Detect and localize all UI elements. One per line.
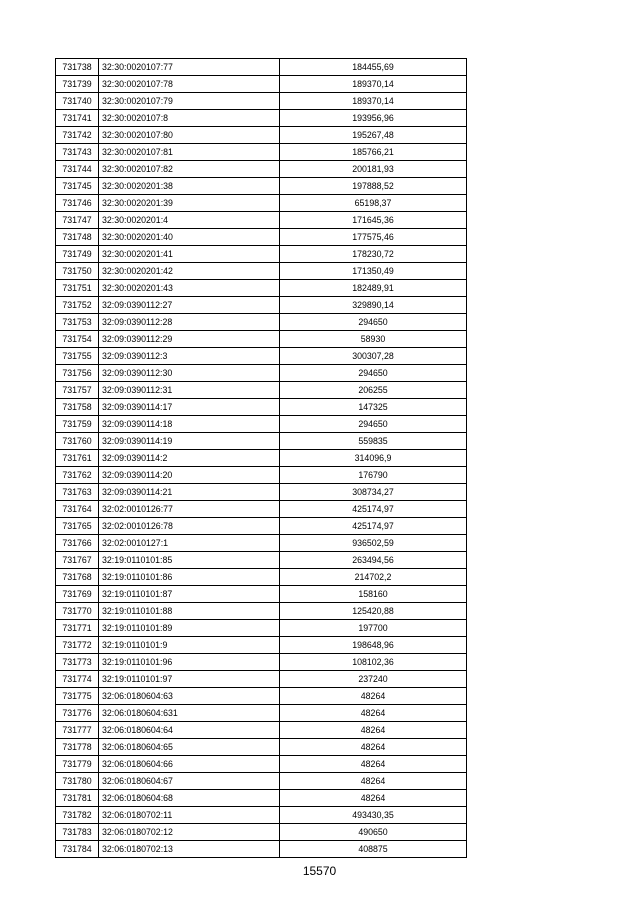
table-row	[56, 467, 467, 484]
table-row	[56, 450, 467, 467]
row-id-cell: 731784	[56, 841, 99, 858]
table-row	[56, 144, 467, 161]
row-id-cell: 731759	[56, 416, 99, 433]
row-id-cell: 731764	[56, 501, 99, 518]
row-value-cell: 176790	[280, 467, 467, 484]
row-id-cell: 731745	[56, 178, 99, 195]
row-code-cell: 32:30:0020107:8	[99, 110, 280, 127]
row-code-cell: 32:09:0390114:17	[99, 399, 280, 416]
row-id-cell: 731775	[56, 688, 99, 705]
row-code-cell: 32:09:0390114:20	[99, 467, 280, 484]
row-id-cell: 731758	[56, 399, 99, 416]
row-code-cell: 32:09:0390112:31	[99, 382, 280, 399]
table-row	[56, 569, 467, 586]
row-value-cell: 189370,14	[280, 76, 467, 93]
row-code-cell: 32:09:0390112:29	[99, 331, 280, 348]
row-id-cell: 731757	[56, 382, 99, 399]
table-row	[56, 297, 467, 314]
table-row	[56, 722, 467, 739]
row-id-cell: 731783	[56, 824, 99, 841]
row-id-cell: 731752	[56, 297, 99, 314]
table-row	[56, 212, 467, 229]
row-code-cell: 32:06:0180702:11	[99, 807, 280, 824]
row-value-cell: 425174,97	[280, 518, 467, 535]
table-row	[56, 552, 467, 569]
row-code-cell: 32:06:0180604:63	[99, 688, 280, 705]
row-value-cell: 294650	[280, 314, 467, 331]
row-value-cell: 195267,48	[280, 127, 467, 144]
table-row	[56, 637, 467, 654]
row-code-cell: 32:06:0180604:65	[99, 739, 280, 756]
table-row	[56, 790, 467, 807]
row-id-cell: 731760	[56, 433, 99, 450]
table-row	[56, 416, 467, 433]
row-code-cell: 32:30:0020107:80	[99, 127, 280, 144]
row-id-cell: 731740	[56, 93, 99, 110]
row-value-cell: 329890,14	[280, 297, 467, 314]
row-value-cell: 48264	[280, 705, 467, 722]
row-value-cell: 200181,93	[280, 161, 467, 178]
table-row	[56, 365, 467, 382]
row-code-cell: 32:30:0020201:43	[99, 280, 280, 297]
row-value-cell: 171350,49	[280, 263, 467, 280]
row-id-cell: 731753	[56, 314, 99, 331]
row-value-cell: 48264	[280, 688, 467, 705]
row-id-cell: 731746	[56, 195, 99, 212]
row-value-cell: 58930	[280, 331, 467, 348]
row-id-cell: 731771	[56, 620, 99, 637]
table-row	[56, 314, 467, 331]
row-code-cell: 32:02:0010126:77	[99, 501, 280, 518]
row-id-cell: 731772	[56, 637, 99, 654]
row-id-cell: 731751	[56, 280, 99, 297]
row-id-cell: 731749	[56, 246, 99, 263]
row-value-cell: 184455,69	[280, 59, 467, 76]
table-row	[56, 705, 467, 722]
row-id-cell: 731762	[56, 467, 99, 484]
row-value-cell: 108102,36	[280, 654, 467, 671]
row-code-cell: 32:19:0110101:86	[99, 569, 280, 586]
row-code-cell: 32:06:0180702:12	[99, 824, 280, 841]
row-value-cell: 425174,97	[280, 501, 467, 518]
table-row	[56, 603, 467, 620]
table-row	[56, 246, 467, 263]
row-value-cell: 206255	[280, 382, 467, 399]
row-id-cell: 731779	[56, 756, 99, 773]
row-value-cell: 237240	[280, 671, 467, 688]
row-code-cell: 32:30:0020107:78	[99, 76, 280, 93]
table-row	[56, 59, 467, 76]
row-code-cell: 32:19:0110101:9	[99, 637, 280, 654]
row-code-cell: 32:30:0020107:79	[99, 93, 280, 110]
row-code-cell: 32:30:0020107:82	[99, 161, 280, 178]
row-value-cell: 48264	[280, 739, 467, 756]
table-row	[56, 263, 467, 280]
row-code-cell: 32:30:0020107:77	[99, 59, 280, 76]
row-value-cell: 408875	[280, 841, 467, 858]
table-row	[56, 93, 467, 110]
row-code-cell: 32:09:0390114:19	[99, 433, 280, 450]
row-id-cell: 731770	[56, 603, 99, 620]
row-value-cell: 559835	[280, 433, 467, 450]
row-code-cell: 32:19:0110101:87	[99, 586, 280, 603]
row-id-cell: 731778	[56, 739, 99, 756]
row-code-cell: 32:06:0180604:68	[99, 790, 280, 807]
row-id-cell: 731743	[56, 144, 99, 161]
row-code-cell: 32:09:0390112:30	[99, 365, 280, 382]
table-row	[56, 756, 467, 773]
row-value-cell: 65198,37	[280, 195, 467, 212]
row-code-cell: 32:30:0020201:39	[99, 195, 280, 212]
row-code-cell: 32:30:0020201:42	[99, 263, 280, 280]
table-body	[56, 59, 467, 858]
row-value-cell: 490650	[280, 824, 467, 841]
data-table	[55, 58, 467, 858]
row-value-cell: 197888,52	[280, 178, 467, 195]
table-row	[56, 399, 467, 416]
table-row	[56, 535, 467, 552]
table-row	[56, 688, 467, 705]
row-code-cell: 32:06:0180604:64	[99, 722, 280, 739]
table-row	[56, 807, 467, 824]
row-code-cell: 32:09:0390112:28	[99, 314, 280, 331]
row-code-cell: 32:09:0390114:18	[99, 416, 280, 433]
row-id-cell: 731773	[56, 654, 99, 671]
row-id-cell: 731776	[56, 705, 99, 722]
row-code-cell: 32:30:0020201:41	[99, 246, 280, 263]
row-value-cell: 308734,27	[280, 484, 467, 501]
row-value-cell: 263494,56	[280, 552, 467, 569]
table-row	[56, 671, 467, 688]
row-id-cell: 731747	[56, 212, 99, 229]
row-code-cell: 32:06:0180604:631	[99, 705, 280, 722]
row-value-cell: 493430,35	[280, 807, 467, 824]
row-code-cell: 32:09:0390112:3	[99, 348, 280, 365]
table-row	[56, 127, 467, 144]
row-value-cell: 294650	[280, 365, 467, 382]
row-id-cell: 731756	[56, 365, 99, 382]
table-row	[56, 110, 467, 127]
table-row	[56, 824, 467, 841]
table-row	[56, 773, 467, 790]
table-row	[56, 620, 467, 637]
row-id-cell: 731777	[56, 722, 99, 739]
table-row	[56, 178, 467, 195]
row-id-cell: 731741	[56, 110, 99, 127]
row-value-cell: 294650	[280, 416, 467, 433]
row-id-cell: 731782	[56, 807, 99, 824]
row-value-cell: 197700	[280, 620, 467, 637]
row-code-cell: 32:06:0180604:67	[99, 773, 280, 790]
table-row	[56, 484, 467, 501]
row-value-cell: 936502,59	[280, 535, 467, 552]
row-code-cell: 32:30:0020107:81	[99, 144, 280, 161]
row-value-cell: 171645,36	[280, 212, 467, 229]
row-id-cell: 731755	[56, 348, 99, 365]
page-number: 15570	[302, 864, 337, 878]
row-id-cell: 731780	[56, 773, 99, 790]
row-id-cell: 731763	[56, 484, 99, 501]
table-row	[56, 229, 467, 246]
row-value-cell: 314096,9	[280, 450, 467, 467]
row-id-cell: 731761	[56, 450, 99, 467]
row-id-cell: 731742	[56, 127, 99, 144]
row-id-cell: 731739	[56, 76, 99, 93]
row-code-cell: 32:06:0180604:66	[99, 756, 280, 773]
row-value-cell: 182489,91	[280, 280, 467, 297]
row-code-cell: 32:02:0010127:1	[99, 535, 280, 552]
row-value-cell: 178230,72	[280, 246, 467, 263]
row-value-cell: 198648,96	[280, 637, 467, 654]
row-value-cell: 48264	[280, 756, 467, 773]
table-row	[56, 382, 467, 399]
row-value-cell: 189370,14	[280, 93, 467, 110]
row-id-cell: 731744	[56, 161, 99, 178]
table-row	[56, 280, 467, 297]
row-id-cell: 731774	[56, 671, 99, 688]
table-row	[56, 195, 467, 212]
row-code-cell: 32:30:0020201:40	[99, 229, 280, 246]
row-value-cell: 48264	[280, 722, 467, 739]
row-value-cell: 185766,21	[280, 144, 467, 161]
table-row	[56, 433, 467, 450]
row-id-cell: 731781	[56, 790, 99, 807]
row-value-cell: 300307,28	[280, 348, 467, 365]
row-code-cell: 32:30:0020201:38	[99, 178, 280, 195]
row-value-cell: 48264	[280, 790, 467, 807]
row-id-cell: 731748	[56, 229, 99, 246]
row-code-cell: 32:19:0110101:85	[99, 552, 280, 569]
row-code-cell: 32:19:0110101:88	[99, 603, 280, 620]
row-value-cell: 177575,46	[280, 229, 467, 246]
table-row	[56, 348, 467, 365]
table-row	[56, 739, 467, 756]
row-id-cell: 731754	[56, 331, 99, 348]
row-code-cell: 32:09:0390114:2	[99, 450, 280, 467]
row-id-cell: 731765	[56, 518, 99, 535]
row-code-cell: 32:19:0110101:97	[99, 671, 280, 688]
row-id-cell: 731767	[56, 552, 99, 569]
row-code-cell: 32:09:0390112:27	[99, 297, 280, 314]
table-row	[56, 76, 467, 93]
row-value-cell: 193956,96	[280, 110, 467, 127]
row-id-cell: 731769	[56, 586, 99, 603]
row-code-cell: 32:30:0020201:4	[99, 212, 280, 229]
row-id-cell: 731766	[56, 535, 99, 552]
row-value-cell: 147325	[280, 399, 467, 416]
row-value-cell: 158160	[280, 586, 467, 603]
table-row	[56, 518, 467, 535]
table-row	[56, 586, 467, 603]
row-id-cell: 731738	[56, 59, 99, 76]
row-code-cell: 32:06:0180702:13	[99, 841, 280, 858]
row-id-cell: 731750	[56, 263, 99, 280]
table-row	[56, 331, 467, 348]
row-code-cell: 32:09:0390114:21	[99, 484, 280, 501]
row-code-cell: 32:02:0010126:78	[99, 518, 280, 535]
row-value-cell: 125420,88	[280, 603, 467, 620]
table-row	[56, 501, 467, 518]
row-value-cell: 48264	[280, 773, 467, 790]
table-row	[56, 654, 467, 671]
table-row	[56, 161, 467, 178]
row-code-cell: 32:19:0110101:96	[99, 654, 280, 671]
row-id-cell: 731768	[56, 569, 99, 586]
row-value-cell: 214702,2	[280, 569, 467, 586]
row-code-cell: 32:19:0110101:89	[99, 620, 280, 637]
table-row	[56, 841, 467, 858]
